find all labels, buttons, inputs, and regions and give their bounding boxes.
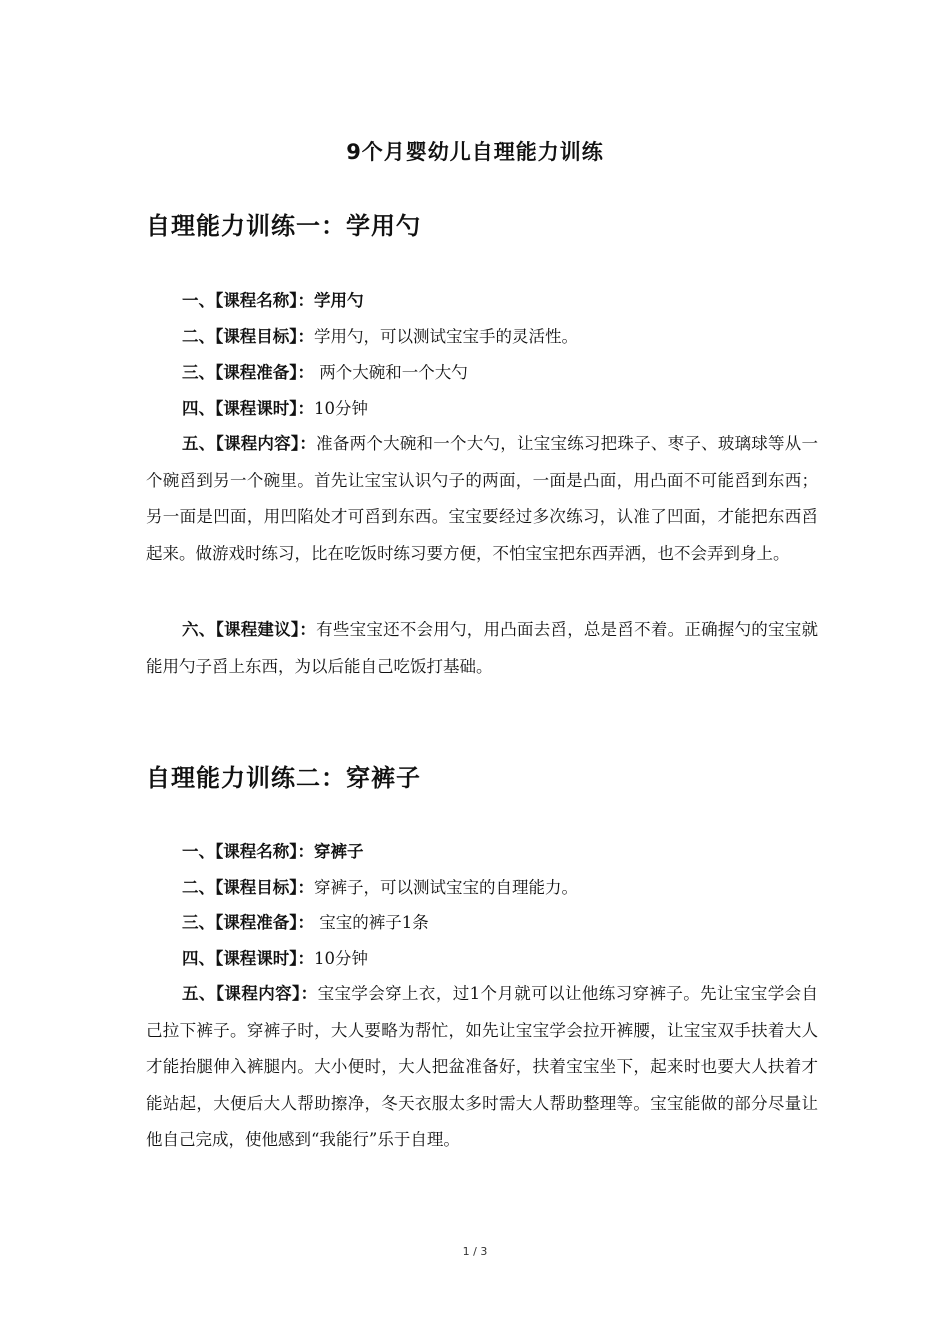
field-label: 三、【课程准备】： [182,913,314,932]
field-label: 二、【课程目标】： [182,327,314,346]
section-2-course-prep [182,911,429,935]
advice-text: 有些宝宝还不会用勺，用凸面去舀，总是舀不着。正确握勺的宝宝就能用勺子舀上东西，为以后能自己吃饭打基础。 [146,620,819,676]
field-value: 两个大碗和一个大勺 [314,363,468,382]
field-label: 一、【课程名称】： [182,842,314,861]
section-2-course-goal [182,876,578,900]
field-label: 四、【课程课时】： [182,949,314,968]
content-text: 宝宝学会穿上衣，过1个月就可以让他练习穿裤子。先让宝宝学会自己拉下裤子。穿裤子时，大人要略为帮忙，如先让宝宝学会拉开裤腰，让宝宝双手扶着大人才能抬腿伸入裤腿内。大小便时，大人把盆准备好，扶着宝宝坐下，起来时也要大人扶着才能站起，大便后大人帮助擦净，冬天衣服太多时需大人帮助整理等。宝宝能做的部分尽量让他自己完成，使他感到“我能行”乐于自理。 [146,984,819,1149]
document-title: 9个月婴幼儿自理能力训练 [346,140,604,164]
section-2-course-duration [182,947,368,971]
section-1-course-goal [182,325,578,349]
field-value: 学用勺 [314,291,364,310]
field-value: 穿裤子 [314,842,364,861]
content-label: 五、【课程内容】： [182,984,318,1003]
section-2-course-name [182,840,364,864]
section-1-heading: 自理能力训练一：学用勺 [146,212,421,240]
field-label: 一、【课程名称】： [182,291,314,310]
field-value: 学用勺，可以测试宝宝手的灵活性。 [314,327,578,346]
content-text: 准备两个大碗和一个大勺，让宝宝练习把珠子、枣子、玻璃球等从一个碗舀到另一个碗里。首先让宝宝认识勺子的两面，一面是凸面，用凸面不可能舀到东西；另一面是凹面，用凹陷处才可舀到东西。宝宝要经过多次练习，认准了凹面，才能把东西舀起来。做游戏时练习，比在吃饭时练习要方便，不怕宝宝把东西弄洒，也不会弄到身上。 [146,434,819,563]
section-1-course-prep [182,361,468,385]
field-value: 宝宝的裤子1条 [314,913,429,932]
field-value: 穿裤子，可以测试宝宝的自理能力。 [314,878,578,897]
page-number: 1 / 3 [462,1245,488,1258]
field-value: 10分钟 [314,399,368,418]
advice-label: 六、【课程建议】： [182,620,317,639]
section-1-course-duration [182,397,368,421]
content-label: 五、【课程内容】： [182,434,317,453]
field-label: 四、【课程课时】： [182,399,314,418]
section-1-course-name [182,289,364,313]
section-1-course-content [146,426,818,572]
field-label: 二、【课程目标】： [182,878,314,897]
field-value: 10分钟 [314,949,368,968]
field-label: 三、【课程准备】： [182,363,314,382]
section-1-course-advice [146,612,818,685]
section-2-heading: 自理能力训练二：穿裤子 [146,764,421,792]
section-2-course-content [146,976,818,1159]
